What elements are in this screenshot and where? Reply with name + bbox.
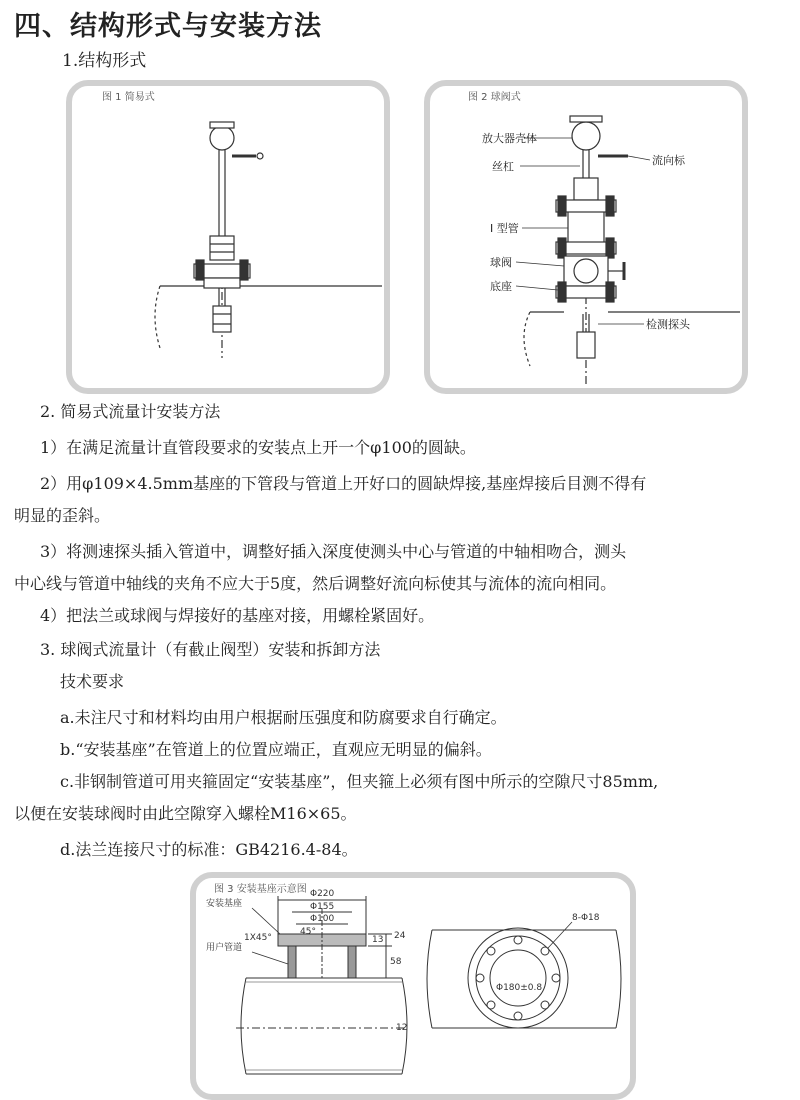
label-user-pipe: 用户管道 xyxy=(206,943,243,953)
label-chamfer: 1X45° xyxy=(244,933,272,943)
label-probe: 检测探头 xyxy=(646,318,690,331)
tech-a: a.未注尺寸和材料均由用户根据耐压强度和防腐要求自行确定。 xyxy=(60,708,507,727)
step-1: 1）在满足流量计直管段要求的安装点上开一个φ100的圆缺。 xyxy=(40,438,476,457)
step-2-cont: 明显的歪斜。 xyxy=(14,506,111,525)
section-simple-install-heading: 2. 简易式流量计安装方法 xyxy=(40,402,221,421)
label-amp-shell: 放大器壳体 xyxy=(482,132,537,145)
label-screw: 丝杠 xyxy=(492,160,514,173)
label-pcd: Φ180±0.8 xyxy=(496,983,543,993)
tech-d: d.法兰连接尺寸的标准：GB4216.4-84。 xyxy=(60,840,358,859)
label-t12: 12 xyxy=(396,1023,408,1033)
step-4: 4）把法兰或球阀与焊接好的基座对接，用螺栓紧固好。 xyxy=(40,606,435,625)
tech-b: b.“安装基座”在管道上的位置应端正，直观应无明显的偏斜。 xyxy=(60,740,492,759)
label-angle: 45° xyxy=(300,927,316,937)
label-d220: Φ220 xyxy=(310,889,335,899)
figure-3-caption: 图 3 安装基座示意图 xyxy=(214,884,307,895)
figure-3-drawing xyxy=(196,878,630,1094)
label-flow-marker: 流向标 xyxy=(652,154,685,167)
label-h58: 58 xyxy=(390,957,402,967)
label-h24: 24 xyxy=(394,931,406,941)
step-3-cont: 中心线与管道中轴线的夹角不应大于5度，然后调整好流向标使其与流体的流向相同。 xyxy=(14,574,617,593)
label-d100: Φ100 xyxy=(310,914,335,924)
section-structure-heading: 1.结构形式 xyxy=(62,51,147,71)
label-ball-valve: 球阀 xyxy=(490,256,512,269)
figure-3-install-base xyxy=(190,872,636,1100)
figure-1-drawing xyxy=(72,86,384,388)
label-base: 底座 xyxy=(490,280,512,293)
page-title: 四、结构形式与安装方法 xyxy=(14,11,322,42)
tech-c-cont: 以便在安装球阀时由此空隙穿入螺栓M16×65。 xyxy=(14,804,357,823)
tech-c: c.非钢制管道可用夹箍固定“安装基座”，但夹箍上必须有图中所示的空隙尺寸85mm, xyxy=(60,772,659,791)
label-install-base: 安装基座 xyxy=(206,899,243,909)
label-bolts: 8-Φ18 xyxy=(572,913,600,923)
figure-2-ball-valve xyxy=(424,80,748,394)
section-ball-valve-heading: 3. 球阀式流量计（有截止阀型）安装和拆卸方法 xyxy=(40,640,381,659)
figure-2-drawing xyxy=(430,86,742,388)
figure-1-simple xyxy=(66,80,390,394)
figure-2-caption: 图 2 球阀式 xyxy=(468,92,521,103)
label-i-pipe: I 型管 xyxy=(490,222,519,235)
label-h13: 13 xyxy=(372,935,384,945)
figure-1-caption: 图 1 简易式 xyxy=(102,92,155,103)
label-d155: Φ155 xyxy=(310,902,335,912)
step-2: 2）用φ109×4.5mm基座的下管段与管道上开好口的圆缺焊接,基座焊接后目测不得有 xyxy=(40,474,647,493)
step-3: 3）将测速探头插入管道中，调整好插入深度使测头中心与管道的中轴相吻合，测头 xyxy=(40,542,627,561)
tech-requirements-heading: 技术要求 xyxy=(60,672,125,691)
